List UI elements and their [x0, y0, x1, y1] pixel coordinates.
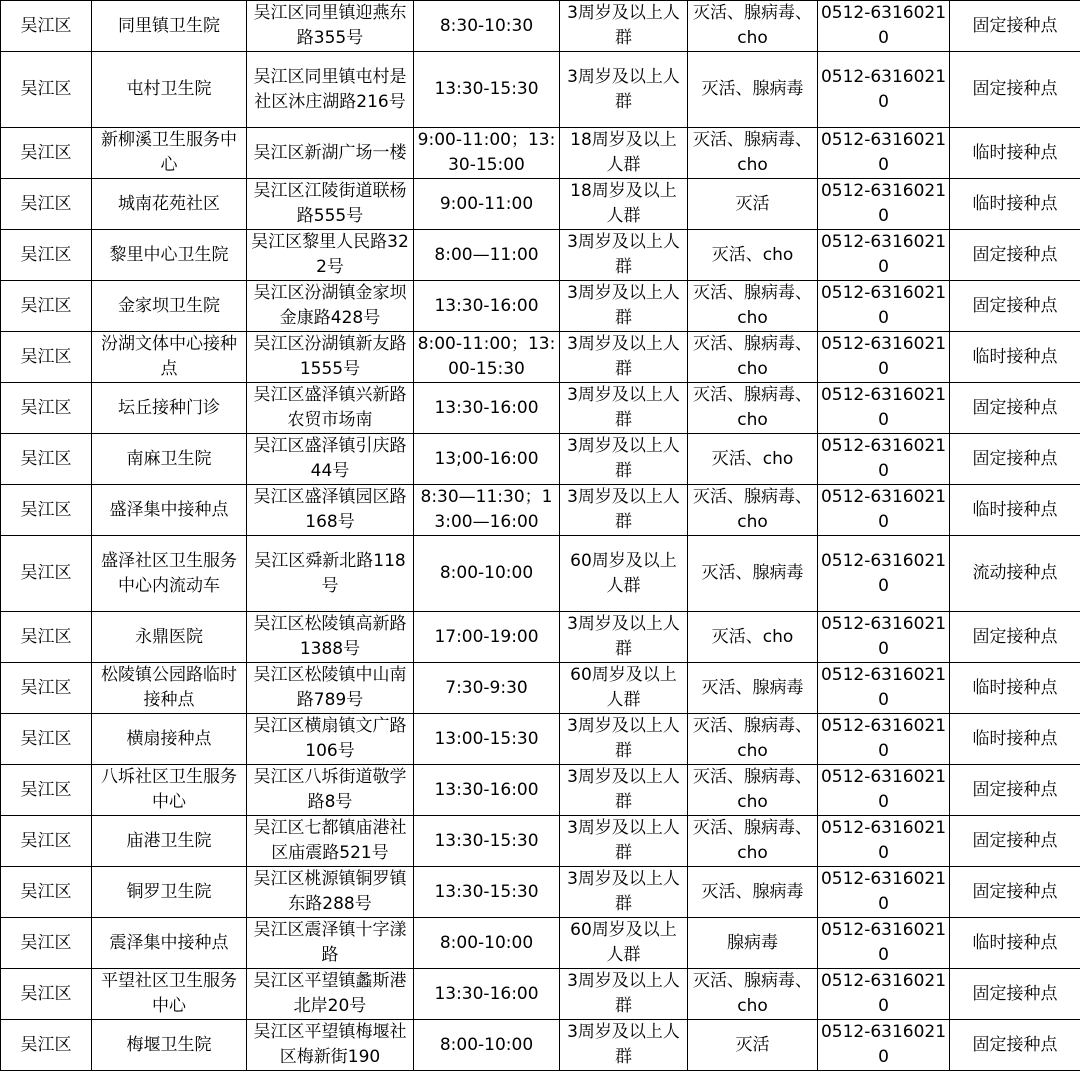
address-cell: 吴江区横扇镇文广路106号: [247, 714, 414, 765]
phone-cell: 0512-63160210: [818, 281, 950, 332]
site-name-cell: 松陵镇公园路临时接种点: [92, 663, 247, 714]
site-name-cell: 平望社区卫生服务中心: [92, 969, 247, 1020]
address-cell: 吴江区汾湖镇新友路1555号: [247, 332, 414, 383]
phone-cell: 0512-63160210: [818, 1, 950, 52]
district-cell: 吴江区: [1, 612, 92, 663]
site-type-cell: 固定接种点: [950, 281, 1080, 332]
table-row: [1, 663, 1080, 714]
phone-cell: 0512-63160210: [818, 918, 950, 969]
phone-cell: 0512-63160210: [818, 383, 950, 434]
phone-cell: 0512-63160210: [818, 1020, 950, 1071]
vaccine-cell: 灭活、cho: [688, 434, 818, 485]
phone-cell: 0512-63160210: [818, 816, 950, 867]
hours-cell: 13:30-16:00: [414, 969, 560, 1020]
address-cell: 吴江区平望镇梅堰社区梅新街190: [247, 1020, 414, 1071]
site-type-cell: 临时接种点: [950, 663, 1080, 714]
vaccine-cell: 灭活、腺病毒、cho: [688, 969, 818, 1020]
table-row: [1, 765, 1080, 816]
hours-cell: 13:30-15:30: [414, 52, 560, 128]
population-cell: 3周岁及以上人群: [560, 281, 688, 332]
district-cell: 吴江区: [1, 714, 92, 765]
hours-cell: 13:30-16:00: [414, 765, 560, 816]
site-name-cell: 屯村卫生院: [92, 52, 247, 128]
site-type-cell: 固定接种点: [950, 52, 1080, 128]
site-type-cell: 固定接种点: [950, 765, 1080, 816]
vaccine-cell: 灭活、腺病毒、cho: [688, 714, 818, 765]
site-name-cell: 梅堰卫生院: [92, 1020, 247, 1071]
site-type-cell: 固定接种点: [950, 969, 1080, 1020]
table-row: [1, 383, 1080, 434]
table-row: [1, 281, 1080, 332]
population-cell: 18周岁及以上人群: [560, 179, 688, 230]
population-cell: 60周岁及以上人群: [560, 663, 688, 714]
vaccine-cell: 灭活、cho: [688, 230, 818, 281]
hours-cell: 8:00-10:00: [414, 536, 560, 612]
table-row: [1, 918, 1080, 969]
site-type-cell: 临时接种点: [950, 179, 1080, 230]
vaccine-cell: 灭活、cho: [688, 612, 818, 663]
vaccine-cell: 灭活、腺病毒: [688, 52, 818, 128]
vaccine-cell: 灭活: [688, 179, 818, 230]
phone-cell: 0512-63160210: [818, 434, 950, 485]
phone-cell: 0512-63160210: [818, 332, 950, 383]
address-cell: 吴江区平望镇蠡斯港北岸20号: [247, 969, 414, 1020]
site-type-cell: 临时接种点: [950, 918, 1080, 969]
hours-cell: 9:00-11:00；13:30-15:00: [414, 128, 560, 179]
phone-cell: 0512-63160210: [818, 128, 950, 179]
table-body: [1, 1, 1080, 1071]
site-type-cell: 固定接种点: [950, 1, 1080, 52]
district-cell: 吴江区: [1, 52, 92, 128]
hours-cell: 13:30-16:00: [414, 281, 560, 332]
table-row: [1, 816, 1080, 867]
district-cell: 吴江区: [1, 179, 92, 230]
site-type-cell: 流动接种点: [950, 536, 1080, 612]
site-name-cell: 横扇接种点: [92, 714, 247, 765]
phone-cell: 0512-63160210: [818, 52, 950, 128]
hours-cell: 8:00-10:00: [414, 918, 560, 969]
hours-cell: 13:30-16:00: [414, 383, 560, 434]
site-type-cell: 固定接种点: [950, 230, 1080, 281]
phone-cell: 0512-63160210: [818, 179, 950, 230]
phone-cell: 0512-63160210: [818, 867, 950, 918]
site-type-cell: 固定接种点: [950, 867, 1080, 918]
population-cell: 3周岁及以上人群: [560, 230, 688, 281]
site-name-cell: 金家坝卫生院: [92, 281, 247, 332]
hours-cell: 7:30-9:30: [414, 663, 560, 714]
population-cell: 3周岁及以上人群: [560, 52, 688, 128]
table-row: [1, 485, 1080, 536]
population-cell: 3周岁及以上人群: [560, 1020, 688, 1071]
table-row: [1, 52, 1080, 128]
address-cell: 吴江区桃源镇铜罗镇东路288号: [247, 867, 414, 918]
district-cell: 吴江区: [1, 663, 92, 714]
population-cell: 3周岁及以上人群: [560, 332, 688, 383]
population-cell: 3周岁及以上人群: [560, 383, 688, 434]
table-row: [1, 434, 1080, 485]
population-cell: 18周岁及以上人群: [560, 128, 688, 179]
district-cell: 吴江区: [1, 332, 92, 383]
hours-cell: 13:00-15:30: [414, 714, 560, 765]
population-cell: 60周岁及以上人群: [560, 536, 688, 612]
district-cell: 吴江区: [1, 969, 92, 1020]
address-cell: 吴江区江陵街道联杨路555号: [247, 179, 414, 230]
address-cell: 吴江区汾湖镇金家坝金康路428号: [247, 281, 414, 332]
vaccine-cell: 灭活、腺病毒: [688, 867, 818, 918]
population-cell: 3周岁及以上人群: [560, 434, 688, 485]
address-cell: 吴江区新湖广场一楼: [247, 128, 414, 179]
site-type-cell: 临时接种点: [950, 332, 1080, 383]
hours-cell: 13:30-15:30: [414, 816, 560, 867]
hours-cell: 8:00-11:00；13:00-15:30: [414, 332, 560, 383]
site-name-cell: 永鼎医院: [92, 612, 247, 663]
address-cell: 吴江区震泽镇十字漾路: [247, 918, 414, 969]
site-name-cell: 震泽集中接种点: [92, 918, 247, 969]
table-row: [1, 1020, 1080, 1071]
site-type-cell: 固定接种点: [950, 1020, 1080, 1071]
site-name-cell: 汾湖文体中心接种点: [92, 332, 247, 383]
district-cell: 吴江区: [1, 867, 92, 918]
hours-cell: 8:00—11:00: [414, 230, 560, 281]
address-cell: 吴江区黎里人民路322号: [247, 230, 414, 281]
vaccine-cell: 灭活、腺病毒、cho: [688, 281, 818, 332]
hours-cell: 13:30-15:30: [414, 867, 560, 918]
hours-cell: 13;00-16:00: [414, 434, 560, 485]
site-name-cell: 城南花苑社区: [92, 179, 247, 230]
population-cell: 3周岁及以上人群: [560, 612, 688, 663]
district-cell: 吴江区: [1, 383, 92, 434]
site-type-cell: 固定接种点: [950, 612, 1080, 663]
hours-cell: 8:30—11:30；13:00—16:00: [414, 485, 560, 536]
address-cell: 吴江区同里镇迎燕东路355号: [247, 1, 414, 52]
address-cell: 吴江区七都镇庙港社区庙震路521号: [247, 816, 414, 867]
site-type-cell: 固定接种点: [950, 434, 1080, 485]
site-type-cell: 临时接种点: [950, 128, 1080, 179]
site-type-cell: 临时接种点: [950, 485, 1080, 536]
phone-cell: 0512-63160210: [818, 714, 950, 765]
address-cell: 吴江区同里镇屯村是社区沐庄湖路216号: [247, 52, 414, 128]
district-cell: 吴江区: [1, 434, 92, 485]
vaccine-cell: 灭活、腺病毒、cho: [688, 816, 818, 867]
population-cell: 3周岁及以上人群: [560, 714, 688, 765]
hours-cell: 8:00-10:00: [414, 1020, 560, 1071]
table-row: [1, 867, 1080, 918]
district-cell: 吴江区: [1, 281, 92, 332]
vaccine-cell: 灭活、腺病毒、cho: [688, 332, 818, 383]
vaccine-cell: 灭活、腺病毒、cho: [688, 383, 818, 434]
site-name-cell: 盛泽社区卫生服务中心内流动车: [92, 536, 247, 612]
district-cell: 吴江区: [1, 816, 92, 867]
vaccine-cell: 灭活、腺病毒、cho: [688, 765, 818, 816]
table-row: [1, 612, 1080, 663]
district-cell: 吴江区: [1, 765, 92, 816]
phone-cell: 0512-63160210: [818, 230, 950, 281]
address-cell: 吴江区盛泽镇园区路168号: [247, 485, 414, 536]
table-row: [1, 714, 1080, 765]
district-cell: 吴江区: [1, 918, 92, 969]
table-row: [1, 969, 1080, 1020]
table-row: [1, 179, 1080, 230]
district-cell: 吴江区: [1, 536, 92, 612]
phone-cell: 0512-63160210: [818, 765, 950, 816]
population-cell: 3周岁及以上人群: [560, 765, 688, 816]
address-cell: 吴江区八坼街道敬学路8号: [247, 765, 414, 816]
site-type-cell: 固定接种点: [950, 816, 1080, 867]
population-cell: 3周岁及以上人群: [560, 1, 688, 52]
district-cell: 吴江区: [1, 230, 92, 281]
vaccine-cell: 灭活: [688, 1020, 818, 1071]
district-cell: 吴江区: [1, 128, 92, 179]
population-cell: 3周岁及以上人群: [560, 485, 688, 536]
table-row: [1, 1, 1080, 52]
vaccine-cell: 灭活、腺病毒: [688, 536, 818, 612]
site-name-cell: 铜罗卫生院: [92, 867, 247, 918]
site-type-cell: 固定接种点: [950, 383, 1080, 434]
vaccine-cell: 灭活、腺病毒、cho: [688, 485, 818, 536]
hours-cell: 17:00-19:00: [414, 612, 560, 663]
site-type-cell: 临时接种点: [950, 714, 1080, 765]
district-cell: 吴江区: [1, 485, 92, 536]
table-row: [1, 128, 1080, 179]
table-row: [1, 230, 1080, 281]
vaccine-cell: 腺病毒: [688, 918, 818, 969]
phone-cell: 0512-63160210: [818, 969, 950, 1020]
site-name-cell: 八坼社区卫生服务中心: [92, 765, 247, 816]
hours-cell: 9:00-11:00: [414, 179, 560, 230]
address-cell: 吴江区松陵镇高新路1388号: [247, 612, 414, 663]
address-cell: 吴江区松陵镇中山南路789号: [247, 663, 414, 714]
site-name-cell: 南麻卫生院: [92, 434, 247, 485]
address-cell: 吴江区舜新北路118号: [247, 536, 414, 612]
population-cell: 3周岁及以上人群: [560, 867, 688, 918]
hours-cell: 8:30-10:30: [414, 1, 560, 52]
site-name-cell: 盛泽集中接种点: [92, 485, 247, 536]
population-cell: 3周岁及以上人群: [560, 816, 688, 867]
table-row: [1, 332, 1080, 383]
address-cell: 吴江区盛泽镇引庆路44号: [247, 434, 414, 485]
site-name-cell: 同里镇卫生院: [92, 1, 247, 52]
site-name-cell: 坛丘接种门诊: [92, 383, 247, 434]
site-name-cell: 庙港卫生院: [92, 816, 247, 867]
district-cell: 吴江区: [1, 1020, 92, 1071]
district-cell: 吴江区: [1, 1, 92, 52]
site-name-cell: 新柳溪卫生服务中心: [92, 128, 247, 179]
phone-cell: 0512-63160210: [818, 612, 950, 663]
vaccine-cell: 灭活、腺病毒、cho: [688, 128, 818, 179]
phone-cell: 0512-63160210: [818, 536, 950, 612]
table-row: [1, 536, 1080, 612]
address-cell: 吴江区盛泽镇兴新路农贸市场南: [247, 383, 414, 434]
phone-cell: 0512-63160210: [818, 663, 950, 714]
site-name-cell: 黎里中心卫生院: [92, 230, 247, 281]
population-cell: 3周岁及以上人群: [560, 969, 688, 1020]
vaccine-cell: 灭活、腺病毒: [688, 663, 818, 714]
population-cell: 60周岁及以上人群: [560, 918, 688, 969]
phone-cell: 0512-63160210: [818, 485, 950, 536]
vaccine-cell: 灭活、腺病毒、cho: [688, 1, 818, 52]
